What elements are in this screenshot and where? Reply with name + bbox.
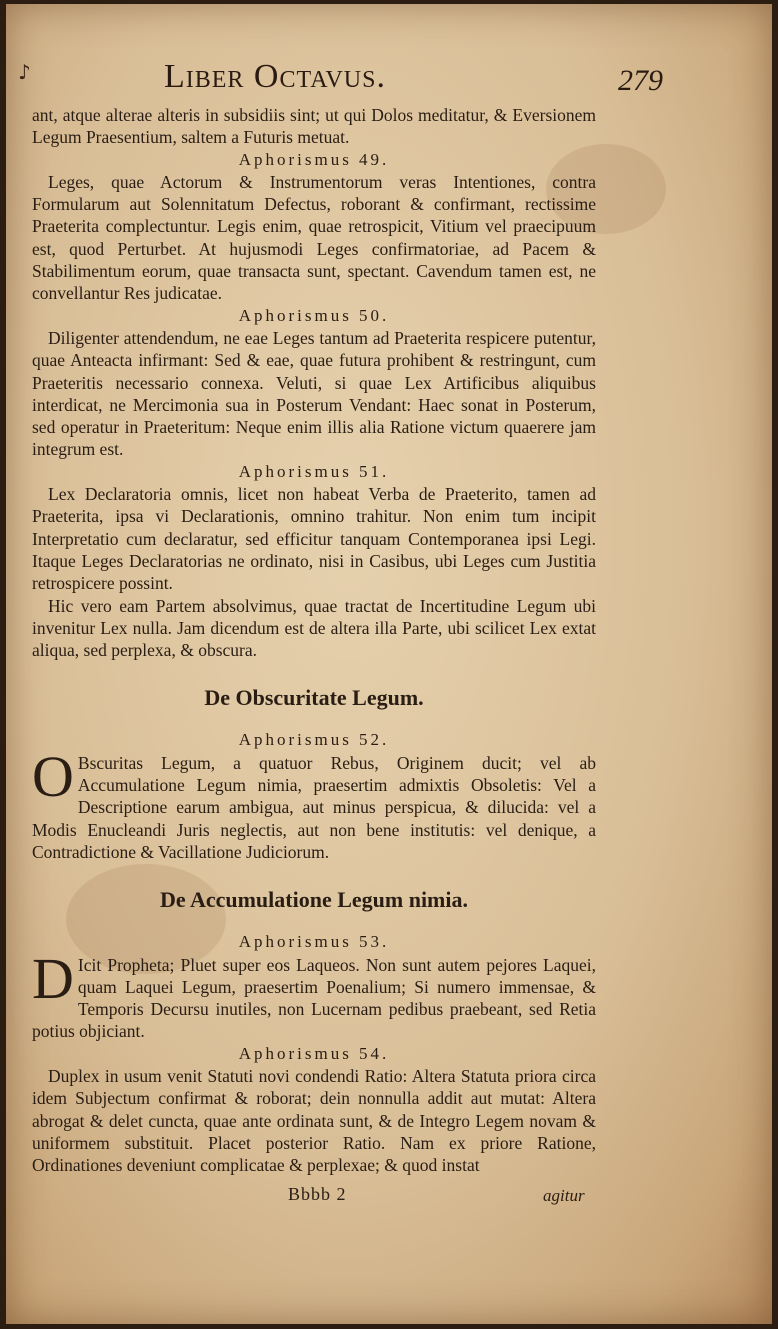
- aphorism-54-heading: Aphorismus 54.: [238, 1043, 390, 1063]
- closing-paragraph: Hic vero eam Partem absolvimus, quae tractat de Incertitudine Legum ubi invenitur Lex nulla. Jam dicendum est de altera illa Parte, ubi scilicet Lex extat aliqua, sed perplexa, & obscura.: [32, 595, 596, 661]
- aphorism-49-text: Leges, quae Actorum & Instrumentorum veras Intentiones, contra Formularum aut Solennitatum Defectus, roborant & confirmant, rectissime Praeterita complectuntur. Legis enim, quae retrospicit, Vitium vel praecipuum est, quod Perturbet. At hujusmodi Leges confirmatoriae, ad Pacem & Stabilimentum eorum, quae transacta sunt, spectant. Cavendum tamen est, ne convellantur Res judicatae.: [32, 171, 596, 304]
- aphorism-53-paragraph: [32, 945, 596, 1043]
- drop-cap-d: D: [32, 945, 74, 1011]
- signature-mark: Bbbb 2: [288, 1184, 347, 1204]
- section-title-obscuritate: De Obscuritate Legum.: [204, 685, 424, 711]
- page-footer: [6, 1184, 772, 1208]
- page-number: 279: [618, 64, 663, 97]
- continuation-paragraph: ant, atque alterae alteris in subsidiis sint; ut qui Dolos meditatur, & Eversionem Legum Praesentium, saltem a Futuris metuat.: [32, 105, 596, 148]
- aphorism-50-heading: Aphorismus 50.: [238, 305, 390, 325]
- catchword: agitur: [543, 1186, 585, 1205]
- aphorism-51-text: Lex Declaratoria omnis, licet non habeat Verba de Praeterito, tamen ad Praeterita, ipsa vi Declarationis, omnino trahitur. Non enim tum incipit Interpretatio cum declaratur, sed efficitur tanquam Contemporanea ipsi Legi. Itaque Leges Declaratorias ne ordinato, nisi in Casibus, ubi Leges cum Justitia retrospicere possint.: [32, 484, 596, 594]
- drop-cap-o: O: [32, 743, 74, 809]
- aphorism-50-text: Diligenter attendendum, ne eae Leges tantum ad Praeterita respicere putentur, quae Anteacta infirmant: Sed & eae, quae futura prohibent & restringunt, cum Praeteritis necessario connexa. Veluti, si quae Lex Artificibus aliquibus interdicat, ne Mercimonia sua in Posterum Vendant: Haec sonat in Posterum, sed operatur in Praeteritum: Neque enim illis alia Ratione victum quaerere jam integrum est.: [32, 327, 596, 460]
- aphorism-53-heading: Aphorismus 53.: [238, 932, 390, 952]
- aphorism-52-text: Bscuritas Legum, a quatuor Rebus, Originem ducit; vel ab Accumulatione Legum nimia, praesertim admixtis Obsoletis: Vel a Descriptione earum ambigua, aut minus perspicua, & dilucida: vel a Modis Enucleandi Juris neglectis, aut non bene institutis: vel denique, a Contradictione & Vacillatione Judiciorum.: [32, 752, 596, 862]
- aphorism-49-heading: Aphorismus 49.: [238, 149, 390, 169]
- aphorism-53-text: Icit Propheta; Pluet super eos Laqueos. Non sunt autem pejores Laquei, quam Laquei Legum, praesertim Poenalium; Si numero immensae, & Temporis Decursu inutiles, non Lucernam pedibus praebeant, sed Retia potius objiciant.: [32, 954, 596, 1042]
- running-header: [6, 54, 772, 100]
- body-text: [32, 104, 596, 1176]
- running-title: Liber Octavus.: [164, 58, 386, 95]
- corner-mark: ♪: [18, 60, 31, 84]
- aphorism-51-heading: Aphorismus 51.: [238, 461, 390, 481]
- section-title-accumulatione: De Accumulatione Legum nimia.: [160, 887, 468, 913]
- aphorism-52-heading: Aphorismus 52.: [238, 730, 390, 750]
- book-page: [6, 4, 772, 1324]
- aphorism-54-text: Duplex in usum venit Statuti novi condendi Ratio: Altera Statuta priora circa idem Subjectum confirmat & roborat; dein nonnulla addit aut mutat: Altera abrogat & delet cuncta, quae ante ordinata sunt, & de Integro Legem novam & uniformem substituit. Placet posterior Ratio. Nam ex priore Ratione, Ordinationes deveniunt complicatae & perplexae; & quod instat: [32, 1065, 596, 1176]
- aphorism-52-paragraph: [32, 743, 596, 863]
